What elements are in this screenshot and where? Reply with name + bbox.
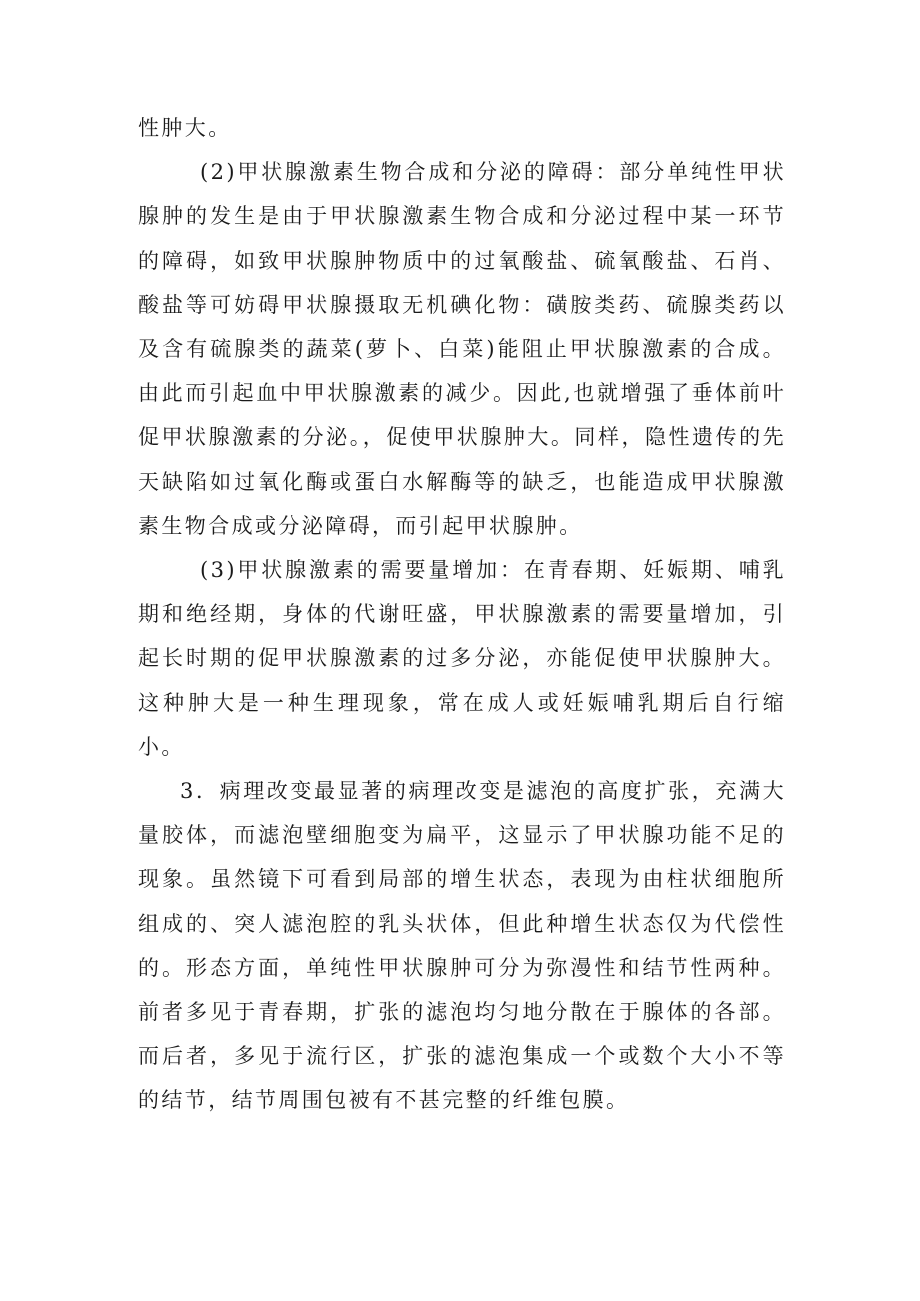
document-body [138,106,786,1123]
paragraph-synthesis-disorder: (2)甲状腺激素生物合成和分泌的障碍：部分单纯性甲状腺肿的发生是由于甲状腺激素生物合成和分泌过程中某一环节的障碍，如致甲状腺肿物质中的过氧酸盐、硫氧酸盐、石肖、酸盐等可妨碍甲状腺摄取无机碘化物：磺胺类药、硫腺类药以及含有硫腺类的蔬菜(萝卜、白菜)能阻止甲状腺激素的合成。由此而引起血中甲状腺激素的减少。因此,也就增强了垂体前叶促甲状腺激素的分泌。，促使甲状腺肿大。同样，隐性遗传的先天缺陷如过氧化酶或蛋白水解酶等的缺乏，也能造成甲状腺激素生物合成或分泌障碍，而引起甲状腺肿。 [138,160,786,538]
paragraph-increased-demand: (3)甲状腺激素的需要量增加：在青春期、妊娠期、哺乳期和绝经期，身体的代谢旺盛，甲状腺激素的需要量增加，引起长时期的促甲状腺激素的过多分泌，亦能促使甲状腺肿大。这种肿大是一种生理现象，常在成人或妊娠哺乳期后自行缩小。 [138,558,786,759]
paragraph-pathological-changes: 3．病理改变最显著的病理改变是滤泡的高度扩张，充满大量胶体，而滤泡壁细胞变为扁平，这显示了甲状腺功能不足的现象。虽然镜下可看到局部的增生状态，表现为由柱状细胞所组成的、突人滤泡腔的乳头状体，但此种增生状态仅为代偿性的。形态方面，单纯性甲状腺肿可分为弥漫性和结节性两种。前者多见于青春期，扩张的滤泡均匀地分散在于腺体的各部。而后者，多见于流行区，扩张的滤泡集成一个或数个大小不等的结节，结节周围包被有不甚完整的纤维包膜。 [138,779,786,1113]
paragraph-continuation: 性肿大。 [138,116,232,140]
